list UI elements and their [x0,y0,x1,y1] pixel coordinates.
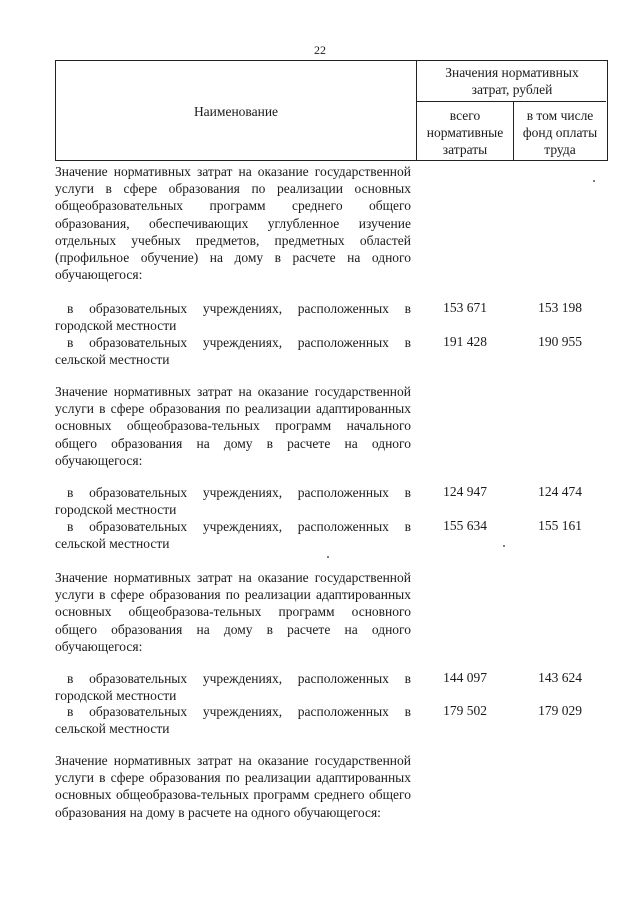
page-number: 22 [314,43,326,57]
scan-speck [593,180,595,182]
header-divider-horizontal [416,101,606,102]
section-title: Значение нормативных затрат на оказание государственной услуги в сфере образования по реализации адаптированных основных общеобразова-тельных программ основного общего образования на дому в расчете на одного обучающегося: [55,570,411,654]
row-total-value: 191 428 [443,334,487,349]
row-wage-value: 179 029 [538,703,582,718]
column-header-group: Значения нормативных затрат, рублей [445,65,579,97]
row-wage-value: 155 161 [538,518,582,533]
row-wage-value: 124 474 [538,484,582,499]
row-total-value: 124 947 [443,484,487,499]
column-header-name: Наименование [193,104,279,119]
row-total-value: 153 671 [443,300,487,315]
scan-speck [327,556,329,558]
section-title: Значение нормативных затрат на оказание государственной услуги в сфере образования по реализации адаптированных основных общеобразова-тельных программ среднего общего образования на дому в расчете на одного обучающегося: [55,753,411,820]
column-header-wage: в том числе фонд оплаты труда [522,108,598,157]
row-total-value: 155 634 [443,518,487,533]
row-wage-value: 143 624 [538,670,582,685]
row-wage-value: 153 198 [538,300,582,315]
row-label: в образовательных учреждениях, расположенных в сельской местности [55,519,411,552]
row-label: в образовательных учреждениях, расположенных в городской местности [55,485,411,518]
scan-speck [503,545,505,547]
row-total-value: 144 097 [443,670,487,685]
section-title: Значение нормативных затрат на оказание государственной услуги в сфере образования по реализации адаптированных основных общеобразова-тельных программ начального общего образования на дому в расчете на одного обучающегося: [55,384,411,468]
row-total-value: 179 502 [443,703,487,718]
section-title: Значение нормативных затрат на оказание государственной услуги в сфере образования по реализации основных общеобразовательных программ среднего общего образования, обеспечивающих углубленное изучение отдельных учебных предметов, предметных областей (профильное обучение) на дому в расчете на одного обучающегося: [55,164,411,283]
row-label: в образовательных учреждениях, расположенных в сельской местности [55,704,411,737]
header-divider-vertical [416,60,417,160]
row-label: в образовательных учреждениях, расположенных в сельской местности [55,335,411,368]
row-label: в образовательных учреждениях, расположенных в городской местности [55,301,411,334]
column-header-total: всего нормативные затраты [426,108,504,157]
row-wage-value: 190 955 [538,334,582,349]
row-label: в образовательных учреждениях, расположенных в городской местности [55,671,411,704]
